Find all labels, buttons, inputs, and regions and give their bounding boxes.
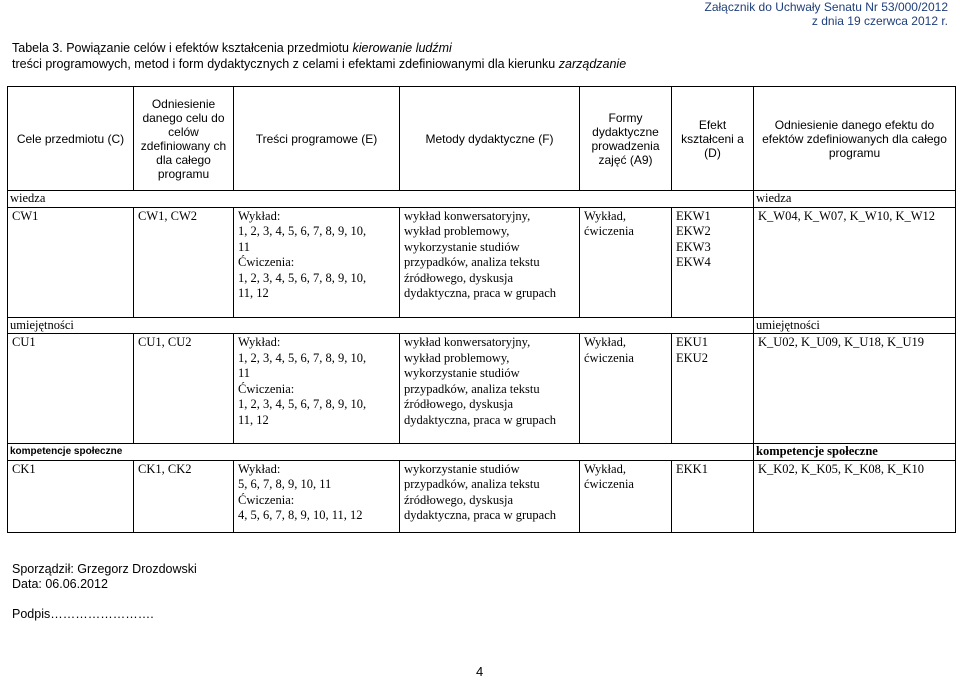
tresci-line: 1, 2, 3, 4, 5, 6, 7, 8, 9, 10, [238,350,367,365]
tresci-cell [234,334,400,444]
metody-line: wykład konwersatoryjny, [404,335,531,349]
caption-italic1: kierowanie ludźmi [352,41,452,55]
efekt-line: EKW2 [676,224,711,238]
metody-line: wykład problemowy, [404,224,510,238]
tresci-line: 1, 2, 3, 4, 5, 6, 7, 8, 9, 10, [238,270,367,285]
metody-cell [400,207,580,317]
section-label-row [8,191,956,208]
efekt-line: EKU2 [676,350,708,365]
section-label-row [8,444,956,461]
tresci-line: 11 [238,239,251,254]
metody-line: wykład konwersatoryjny, [404,208,531,223]
tresci-line: 4, 5, 6, 7, 8, 9, 10, 11, 12 [238,508,363,522]
metody-line: źródłowego, dyskusja [404,397,514,411]
table-row [8,460,956,532]
section-label-row [8,317,956,334]
odniesienie-cell: K_K02, K_K05, K_K08, K_K10 [754,460,956,532]
table-caption [12,40,626,72]
effects-table [7,86,956,533]
caption-part1: Tabela 3. Powiązanie celów i efektów kształcenia przedmiotu [12,41,353,55]
formy-line: ćwiczenia [584,224,634,238]
efekty-cell [672,207,754,317]
ref-cell: CK1, CK2 [134,460,234,532]
tresci-line: 1, 2, 3, 4, 5, 6, 7, 8, 9, 10, [238,224,367,238]
metody-line: wykorzystanie studiów [404,239,520,254]
formy-line: Wykład, [584,461,626,476]
metody-cell [400,334,580,444]
formy-cell [580,334,672,444]
metody-line: wykład problemowy, [404,350,510,365]
metody-line: wykorzystanie studiów [404,461,520,476]
caption-italic2: zarządzanie [558,57,627,71]
formy-cell [580,460,672,532]
efekt-line: EKW4 [676,255,711,269]
table-row [8,334,956,444]
metody-line: wykorzystanie studiów [404,366,520,380]
efekt-line: EKU1 [676,335,708,349]
tresci-line: 11, 12 [238,412,269,427]
metody-cell [400,460,580,532]
tresci-line: 1, 2, 3, 4, 5, 6, 7, 8, 9, 10, [238,397,367,411]
col-header-cele: Cele przedmiotu (C) [8,87,134,191]
section-label: umiejętności [8,317,754,334]
caption-part2: treści programowych, metod i form dydaktycznych z celami i efektami zdefiniowanymi dla kierunku [12,57,559,71]
footer-author: Sporządził: Grzegorz Drozdowski [12,562,197,576]
efekt-line: EKW3 [676,239,711,254]
col-header-odniesienie-efektu: Odniesienie danego efektu do efektów zdefiniowanych dla całego programu [754,87,956,191]
efekt-line: EKW1 [676,208,711,223]
ref-cell: CW1, CW2 [134,207,234,317]
tresci-line: Ćwiczenia: [238,381,295,396]
section-label: wiedza [8,191,754,208]
cel-cell: CK1 [8,460,134,532]
col-header-formy: Formy dydaktyczne prowadzenia zajęć (A9) [580,87,672,191]
section-label-right: umiejętności [754,317,956,334]
tresci-cell [234,207,400,317]
footer-date: Data: 06.06.2012 [12,577,108,591]
col-header-metody: Metody dydaktyczne (F) [400,87,580,191]
tresci-line: Ćwiczenia: [238,255,295,269]
metody-line: dydaktyczna, praca w grupach [404,508,557,522]
efekt-line: EKK1 [676,461,708,476]
section-label: kompetencje społeczne [8,444,754,461]
cel-cell: CU1 [8,334,134,444]
header-note-line1: Załącznik do Uchwały Senatu Nr 53/000/2012 [704,0,948,14]
odniesienie-cell: K_W04, K_W07, K_W10, K_W12 [754,207,956,317]
efekty-cell [672,460,754,532]
formy-line: Wykład, [584,335,626,349]
tresci-cell [234,460,400,532]
cel-cell: CW1 [8,207,134,317]
metody-line: dydaktyczna, praca w grupach [404,286,557,300]
metody-line: przypadków, analiza tekstu [404,255,540,269]
tresci-line: 11 [238,366,251,380]
metody-line: źródłowego, dyskusja [404,270,514,285]
metody-line: dydaktyczna, praca w grupach [404,412,557,427]
formy-cell [580,207,672,317]
tresci-line: Wykład: [238,461,281,476]
footer-signature: Podpis……………………. [12,607,154,621]
col-header-odniesienie-celu: Odniesienie danego celu do celów zdefiniowany ch dla całego programu [134,87,234,191]
col-header-tresci: Treści programowe (E) [234,87,400,191]
formy-line: ćwiczenia [584,350,634,365]
efekty-cell [672,334,754,444]
header-note-line2: z dnia 19 czerwca 2012 r. [811,14,948,28]
formy-line: ćwiczenia [584,477,634,491]
header-note [705,0,948,28]
ref-cell: CU1, CU2 [134,334,234,444]
metody-line: źródłowego, dyskusja [404,492,514,507]
tresci-line: 5, 6, 7, 8, 9, 10, 11 [238,477,332,491]
tresci-line: Wykład: [238,335,281,349]
section-label-right: wiedza [754,191,956,208]
tresci-line: Wykład: [238,208,281,223]
formy-line: Wykład, [584,208,626,223]
footer [12,562,197,622]
metody-line: przypadków, analiza tekstu [404,381,540,396]
metody-line: przypadków, analiza tekstu [404,477,540,491]
table-row [8,207,956,317]
table-header-row [8,87,956,191]
col-header-efekt: Efekt kształceni a (D) [672,87,754,191]
section-label-right: kompetencje społeczne [754,444,956,461]
tresci-line: 11, 12 [238,286,269,300]
odniesienie-cell: K_U02, K_U09, K_U18, K_U19 [754,334,956,444]
tresci-line: Ćwiczenia: [238,492,295,507]
page-number: 4 [476,664,484,679]
